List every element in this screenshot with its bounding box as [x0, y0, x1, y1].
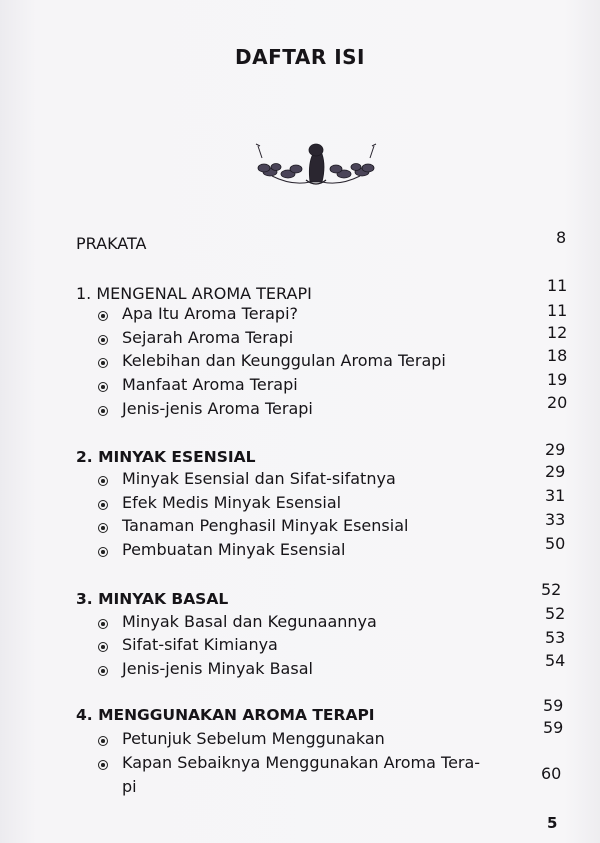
circle-bullet-icon	[98, 382, 108, 392]
item-page-number: 31	[545, 486, 566, 505]
circle-bullet-icon	[98, 642, 108, 652]
prakata-label: PRAKATA	[76, 234, 147, 253]
page-number: 5	[547, 814, 558, 832]
item-page-number: 50	[545, 534, 566, 553]
item-page-number: 60	[541, 764, 562, 783]
circle-bullet-icon	[98, 760, 108, 770]
item-page-number: 52	[545, 604, 566, 623]
circle-bullet-icon	[98, 335, 108, 345]
prakata-page-number: 8	[556, 228, 567, 247]
section-title: 1. MENGENAL AROMA TERAPI	[76, 284, 312, 303]
circle-bullet-icon	[98, 406, 108, 416]
item-page-number: 33	[545, 510, 566, 529]
item-page-number: 11	[547, 301, 568, 320]
circle-bullet-icon	[98, 547, 108, 557]
page-title: DAFTAR ISI	[235, 45, 365, 69]
item-page-number: 20	[547, 393, 568, 412]
section-page-number: 59	[543, 696, 564, 715]
circle-bullet-icon	[98, 500, 108, 510]
item-page-number: 53	[545, 628, 566, 647]
section-title: 4. MENGGUNAKAN AROMA TERAPI	[76, 706, 375, 724]
section-title: 2. MINYAK ESENSIAL	[76, 448, 256, 466]
circle-bullet-icon	[98, 736, 108, 746]
book-page: DAFTAR ISI PRAKATA 8 1. MENGENAL AROMA TERAPI 11 Apa Itu Aroma Terapi? 11 Sejarah Aroma Terapi 12 Kelebihan dan Keunggulan Aroma Terapi 18 Manfaat Aroma Terapi 19 Jenis-jenis Aroma Terapi 20 2. MINYAK ESENSIAL 29 Minyak Esensial dan Sifat-sifatnya 29 Efek Medis Minyak Esensial 31 Tanaman Penghasil Minyak Esensial 33 Pembuatan Minyak Esensial 50 3. MINYAK BASAL 52 Minyak Basal dan Kegunaannya 52 Sifat-sifat Kimianya 53 Jenis-jenis Minyak Basal 54 4. MENGGUNAKAN AROMA TERAPI 59 Petunjuk Sebelum Menggunakan 59 Kapan Sebaiknya Menggunakan Aroma Tera- pi 60 5	[0, 0, 600, 843]
item-page-number: 29	[545, 462, 566, 481]
circle-bullet-icon	[98, 476, 108, 486]
section-page-number: 52	[541, 580, 562, 599]
section-page-number: 29	[545, 440, 566, 459]
circle-bullet-icon	[98, 358, 108, 368]
item-page-number: 12	[547, 323, 568, 342]
circle-bullet-icon	[98, 523, 108, 533]
floral-ornament-icon	[252, 136, 380, 192]
section-page-number: 11	[547, 276, 568, 295]
item-page-number: 19	[547, 370, 568, 389]
circle-bullet-icon	[98, 666, 108, 676]
item-page-number: 54	[545, 651, 566, 670]
section-title: 3. MINYAK BASAL	[76, 590, 229, 608]
circle-bullet-icon	[98, 619, 108, 629]
item-page-number: 18	[547, 346, 568, 365]
circle-bullet-icon	[98, 311, 108, 321]
item-page-number: 59	[543, 718, 564, 737]
